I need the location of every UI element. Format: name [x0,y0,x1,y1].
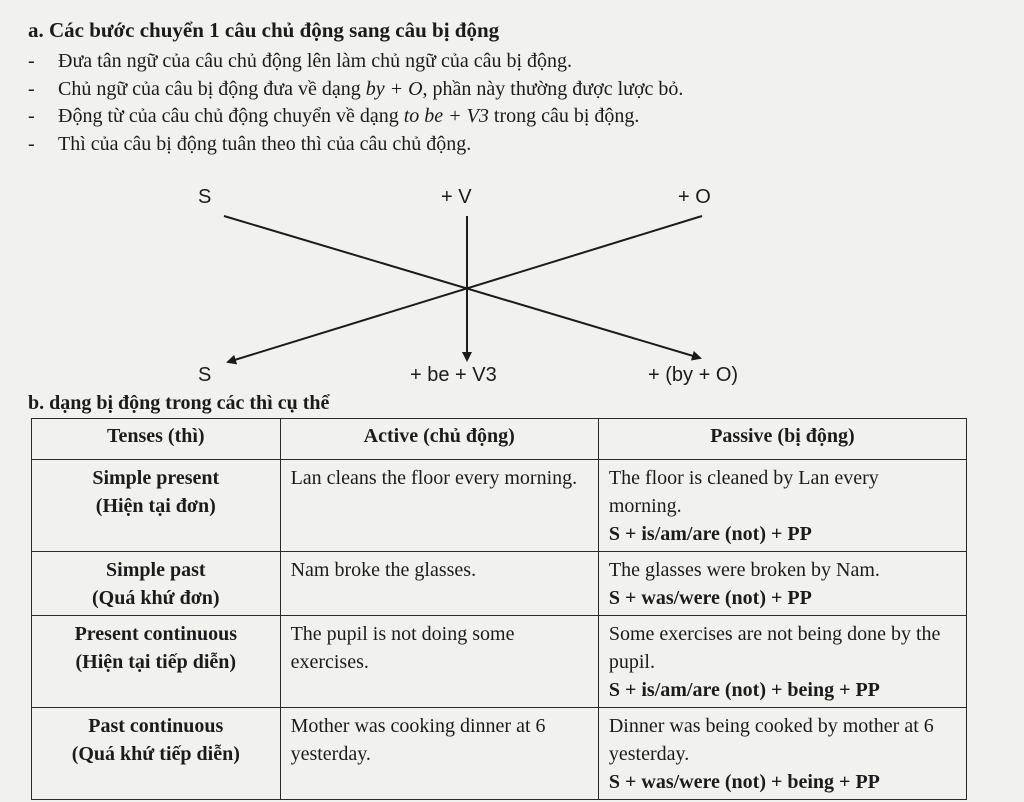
tense-cell [32,708,281,800]
passive-formula: S + was/were (not) + being + PP [608,771,880,793]
dash-bullet: - [28,77,35,100]
table-header-row [32,419,967,460]
passive-sentence: The floor is cleaned by Lan every morning. [608,467,879,517]
table-row [32,460,967,552]
table-row [32,708,967,800]
passive-formula: S + is/am/are (not) + being + PP [608,679,880,701]
dash-bullet: - [28,105,35,127]
dash-bullet: - [28,132,35,155]
diagram-label-passive-verb: + be + V3 [410,364,497,386]
arrow-subject-to-agent [224,216,700,358]
tense-name-vi: (Hiện tại tiếp diễn) [75,651,237,673]
table-row [32,552,967,616]
diagram-label-passive-subject: S [198,364,212,386]
passive-cell [598,616,966,708]
rule-text: , phần này thường được lược bỏ. [422,77,684,100]
passive-formula: S + was/were (not) + PP [608,587,812,609]
tense-name-vi: (Quá khứ tiếp diễn) [71,743,240,765]
tense-name-en: Simple past [106,559,206,581]
rule-text: Chủ ngữ của câu bị động đưa về dạng [58,77,366,100]
tense-cell [32,616,281,708]
header-tenses: Tenses (thì) [32,419,281,460]
section-a-title: a. Các bước chuyển 1 câu chủ động sang câu bị động [28,18,500,42]
rule-emphasis: by + O [365,77,423,100]
passive-cell [598,708,966,800]
tense-cell [32,460,281,552]
diagram-label-active-subject: S [198,186,212,208]
active-cell: The pupil is not doing some exercises. [280,616,598,708]
header-active: Active (chủ động) [280,419,598,460]
passive-sentence: The glasses were broken by Nam. [608,559,880,581]
transformation-diagram [0,180,1024,380]
rule-text: Động từ của câu chủ động chuyển về dạng [58,105,404,127]
tense-cell [32,552,281,616]
active-cell: Lan cleans the floor every morning. [280,460,598,552]
rule-emphasis: to be + V3 [403,105,489,127]
diagram-label-active-object: + O [678,186,711,208]
active-cell: Mother was cooking dinner at 6 yesterday. [280,708,598,800]
tense-name-en: Present continuous [74,623,237,645]
tense-name-vi: (Hiện tại đơn) [95,495,216,517]
passive-sentence: Dinner was being cooked by mother at 6 yesterday. [608,715,934,765]
rule-item [28,48,683,76]
section-b-title: b. dạng bị động trong các thì cụ thể [28,392,330,414]
passive-sentence: Some exercises are not being done by the pupil. [608,623,941,673]
table-row [32,616,967,708]
active-cell: Nam broke the glasses. [280,552,598,616]
rule-text: trong câu bị động. [488,105,640,127]
conversion-rules-list [28,48,683,158]
tense-name-en: Past continuous [88,715,224,737]
rule-text: Thì của câu bị động tuân theo thì của câu chủ động. [58,132,472,155]
tense-name-en: Simple present [92,467,220,489]
passive-cell [598,460,966,552]
rule-text: Đưa tân ngữ của câu chủ động lên làm chủ ngữ của câu bị động. [58,50,573,72]
diagram-label-active-verb: + V [441,186,472,208]
passive-formula: S + is/am/are (not) + PP [608,523,812,545]
rule-item [28,76,683,104]
passive-tenses-table [31,418,967,800]
header-passive: Passive (bị động) [598,419,966,460]
passive-cell [598,552,966,616]
tense-name-vi: (Quá khứ đơn) [91,587,220,609]
rule-item [28,131,683,159]
dash-bullet: - [28,50,35,72]
diagram-label-passive-agent: + (by + O) [648,364,739,386]
rule-item [28,103,683,131]
